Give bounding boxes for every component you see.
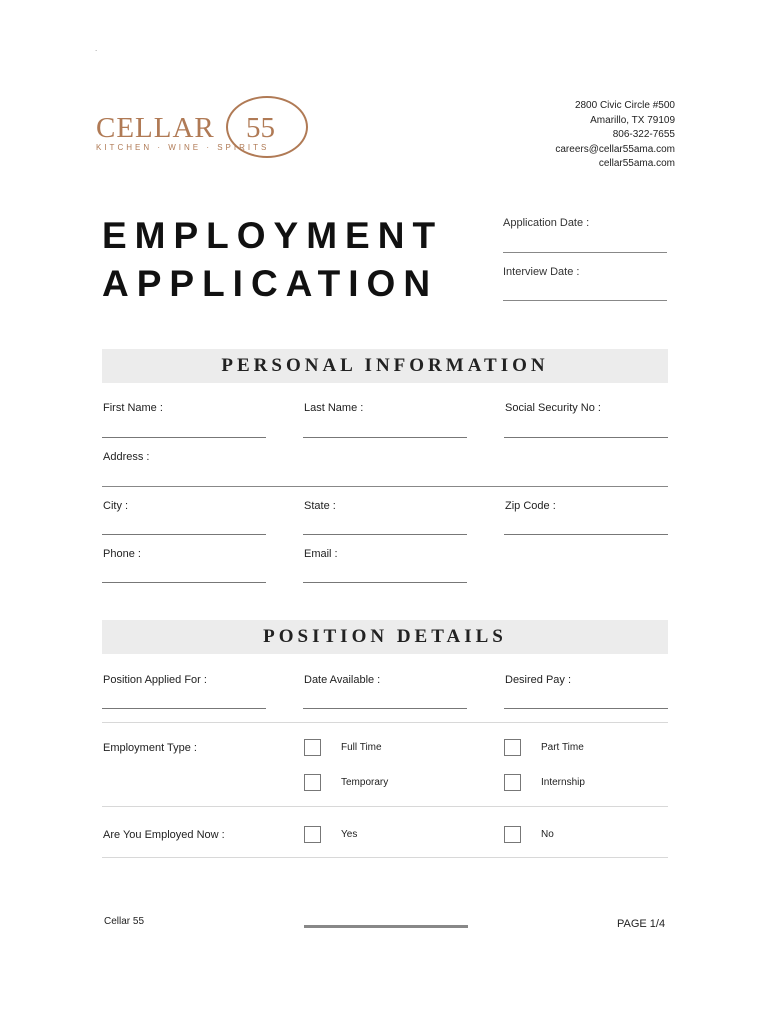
- page-title: [102, 212, 443, 308]
- title-line-1: EMPLOYMENT: [102, 215, 444, 256]
- company-logo: [96, 96, 316, 160]
- phone-label: Phone :: [103, 548, 141, 560]
- address-line-2: Amarillo, TX 79109: [590, 114, 675, 126]
- email-field[interactable]: [303, 582, 467, 583]
- part-time-label: Part Time: [541, 742, 584, 753]
- contact-website[interactable]: cellar55ama.com: [598, 158, 675, 169]
- application-date-label: Application Date :: [503, 217, 590, 229]
- logo-wordmark: CELLAR: [96, 112, 215, 144]
- interview-date-field[interactable]: [503, 300, 667, 301]
- page-number: PAGE 1/4: [617, 918, 666, 930]
- logo-tagline: KITCHEN · WINE · SPIRITS: [96, 143, 270, 152]
- contact-info: [555, 99, 675, 172]
- date-available-label: Date Available :: [304, 674, 381, 686]
- divider: [102, 806, 668, 807]
- temporary-label: Temporary: [341, 777, 389, 788]
- state-label: State :: [304, 500, 336, 512]
- full-time-checkbox[interactable]: [304, 739, 321, 756]
- email-label: Email :: [304, 548, 338, 560]
- ssn-label: Social Security No :: [505, 402, 601, 414]
- employed-no-checkbox[interactable]: [504, 826, 521, 843]
- section-personal-information: [102, 349, 668, 383]
- phone-field[interactable]: [102, 582, 266, 583]
- ssn-field[interactable]: [504, 437, 668, 438]
- city-label: City :: [103, 500, 129, 512]
- employed-now-label: Are You Employed Now :: [103, 829, 225, 841]
- temporary-checkbox[interactable]: [304, 774, 321, 791]
- divider: [102, 722, 668, 723]
- desired-pay-field[interactable]: [504, 708, 668, 709]
- zip-code-field[interactable]: [504, 534, 668, 535]
- address-field[interactable]: [102, 486, 668, 487]
- employment-type-label: Employment Type :: [103, 742, 197, 754]
- header-mark: .: [95, 44, 98, 53]
- title-line-2: APPLICATION: [102, 263, 439, 304]
- state-field[interactable]: [303, 534, 467, 535]
- employed-yes-checkbox[interactable]: [304, 826, 321, 843]
- employed-yes-label: Yes: [341, 829, 358, 840]
- interview-date-label: Interview Date :: [503, 266, 580, 278]
- contact-phone: 806-322-7655: [612, 129, 675, 140]
- first-name-label: First Name :: [103, 402, 163, 414]
- divider: [102, 857, 668, 858]
- desired-pay-label: Desired Pay :: [505, 674, 572, 686]
- employed-no-label: No: [541, 829, 554, 840]
- date-available-field[interactable]: [303, 708, 467, 709]
- position-applied-label: Position Applied For :: [103, 674, 207, 686]
- address-label: Address :: [103, 451, 150, 463]
- logo-number: 55: [246, 112, 275, 144]
- first-name-field[interactable]: [102, 437, 266, 438]
- section-heading: POSITION DETAILS: [263, 626, 507, 647]
- full-time-label: Full Time: [341, 742, 382, 753]
- contact-email[interactable]: careers@cellar55ama.com: [555, 143, 675, 155]
- position-applied-field[interactable]: [102, 708, 266, 709]
- address-line-1: 2800 Civic Circle #500: [574, 100, 675, 111]
- city-field[interactable]: [102, 534, 266, 535]
- zip-code-label: Zip Code :: [505, 500, 556, 512]
- section-position-details: [102, 620, 668, 654]
- internship-label: Internship: [541, 777, 585, 788]
- internship-checkbox[interactable]: [504, 774, 521, 791]
- part-time-checkbox[interactable]: [504, 739, 521, 756]
- last-name-field[interactable]: [303, 437, 467, 438]
- footer-company: Cellar 55: [104, 916, 145, 927]
- footer-rule: [304, 925, 468, 928]
- section-heading: PERSONAL INFORMATION: [221, 355, 549, 376]
- application-date-field[interactable]: [503, 252, 667, 253]
- last-name-label: Last Name :: [304, 402, 364, 414]
